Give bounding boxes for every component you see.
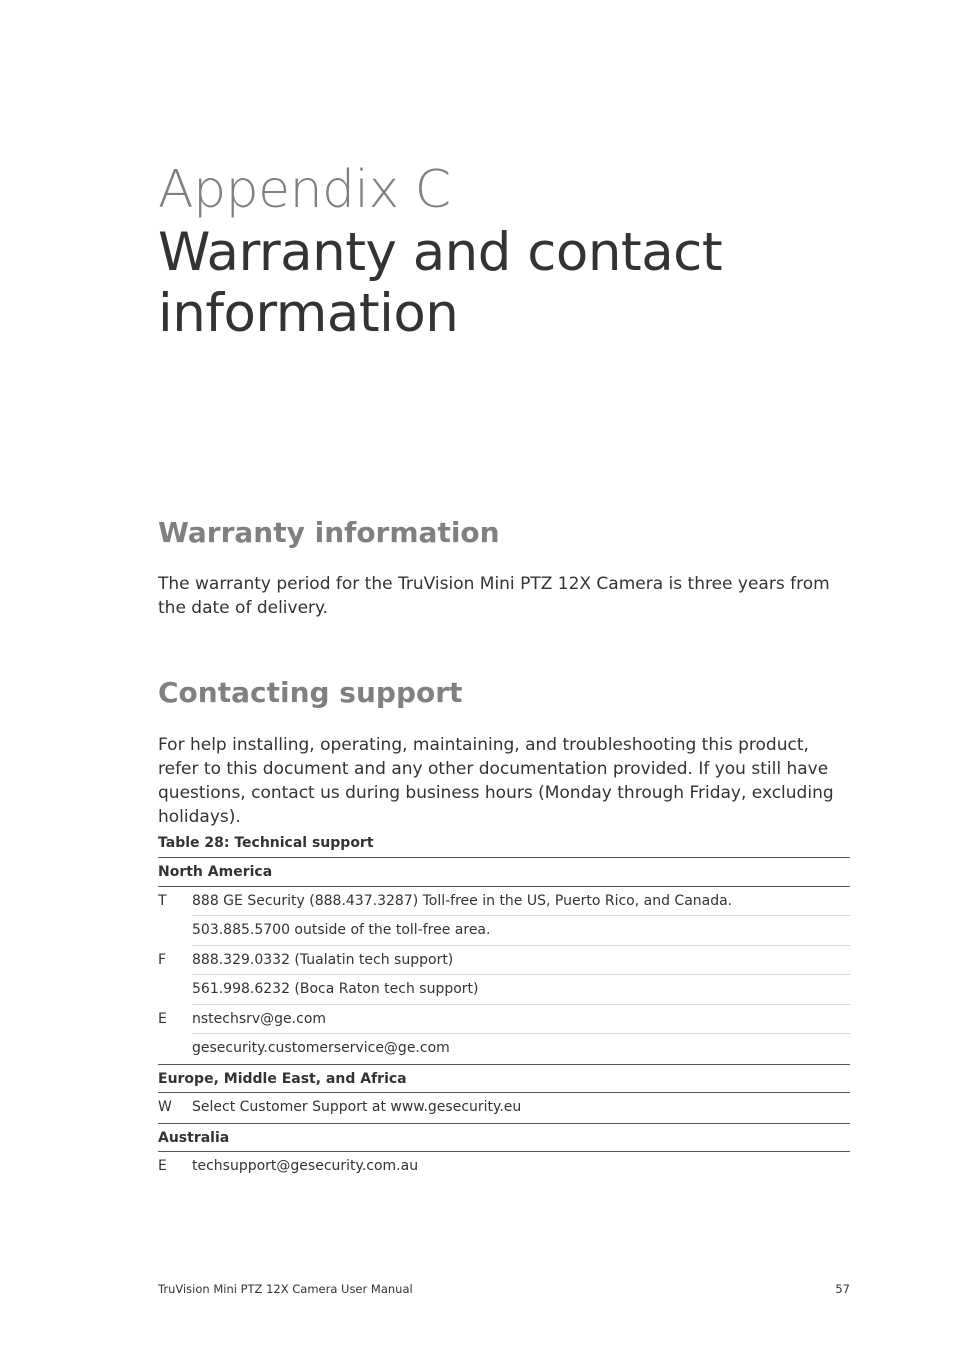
row-value: 503.885.5700 outside of the toll-free area. <box>192 916 850 946</box>
table-row <box>158 1005 850 1035</box>
support-heading: Contacting support <box>158 676 463 709</box>
row-value: 888 GE Security (888.437.3287) Toll-free in the US, Puerto Rico, and Canada. <box>192 887 850 917</box>
row-code: F <box>158 951 167 968</box>
row-value: 561.998.6232 (Boca Raton tech support) <box>192 975 850 1005</box>
row-value: techsupport@gesecurity.com.au <box>192 1158 419 1174</box>
support-table <box>158 857 850 1182</box>
chapter-title-line-2: information <box>158 283 459 344</box>
footer-manual-title: TruVision Mini PTZ 12X Camera User Manual <box>158 1282 413 1296</box>
warranty-heading: Warranty information <box>158 516 500 549</box>
table-row <box>158 946 850 976</box>
row-code: E <box>158 1158 167 1174</box>
row-value: Select Customer Support at www.gesecurity.eu <box>192 1099 522 1115</box>
table-caption: Table 28: Technical support <box>158 835 374 851</box>
appendix-label: Appendix C <box>158 160 451 220</box>
row-value: gesecurity.customerservice@ge.com <box>192 1040 450 1056</box>
row-code: W <box>158 1099 172 1115</box>
footer-page-number: 57 <box>835 1282 850 1296</box>
table-row <box>158 975 850 1005</box>
table-row <box>158 1093 850 1123</box>
row-code: E <box>158 1010 167 1027</box>
table-row <box>158 1034 850 1064</box>
table-row <box>158 887 850 917</box>
chapter-title <box>158 222 858 344</box>
table-row <box>158 916 850 946</box>
table-row <box>158 1152 850 1182</box>
chapter-title-line-1: Warranty and contact <box>158 222 723 283</box>
support-paragraph: For help installing, operating, maintaining, and troubleshooting this product, refer to this document and any other documentation provided. If you still have questions, contact us during business hours (Monday through Friday, excluding holidays). <box>158 735 834 827</box>
section-north-america: North America <box>158 857 850 887</box>
row-value: nstechsrv@ge.com <box>192 1005 850 1035</box>
row-value: 888.329.0332 (Tualatin tech support) <box>192 946 850 976</box>
row-code: T <box>158 892 167 909</box>
warranty-paragraph: The warranty period for the TruVision Mini PTZ 12X Camera is three years from the date of delivery. <box>158 574 830 618</box>
section-australia: Australia <box>158 1123 850 1153</box>
section-emea: Europe, Middle East, and Africa <box>158 1064 850 1094</box>
